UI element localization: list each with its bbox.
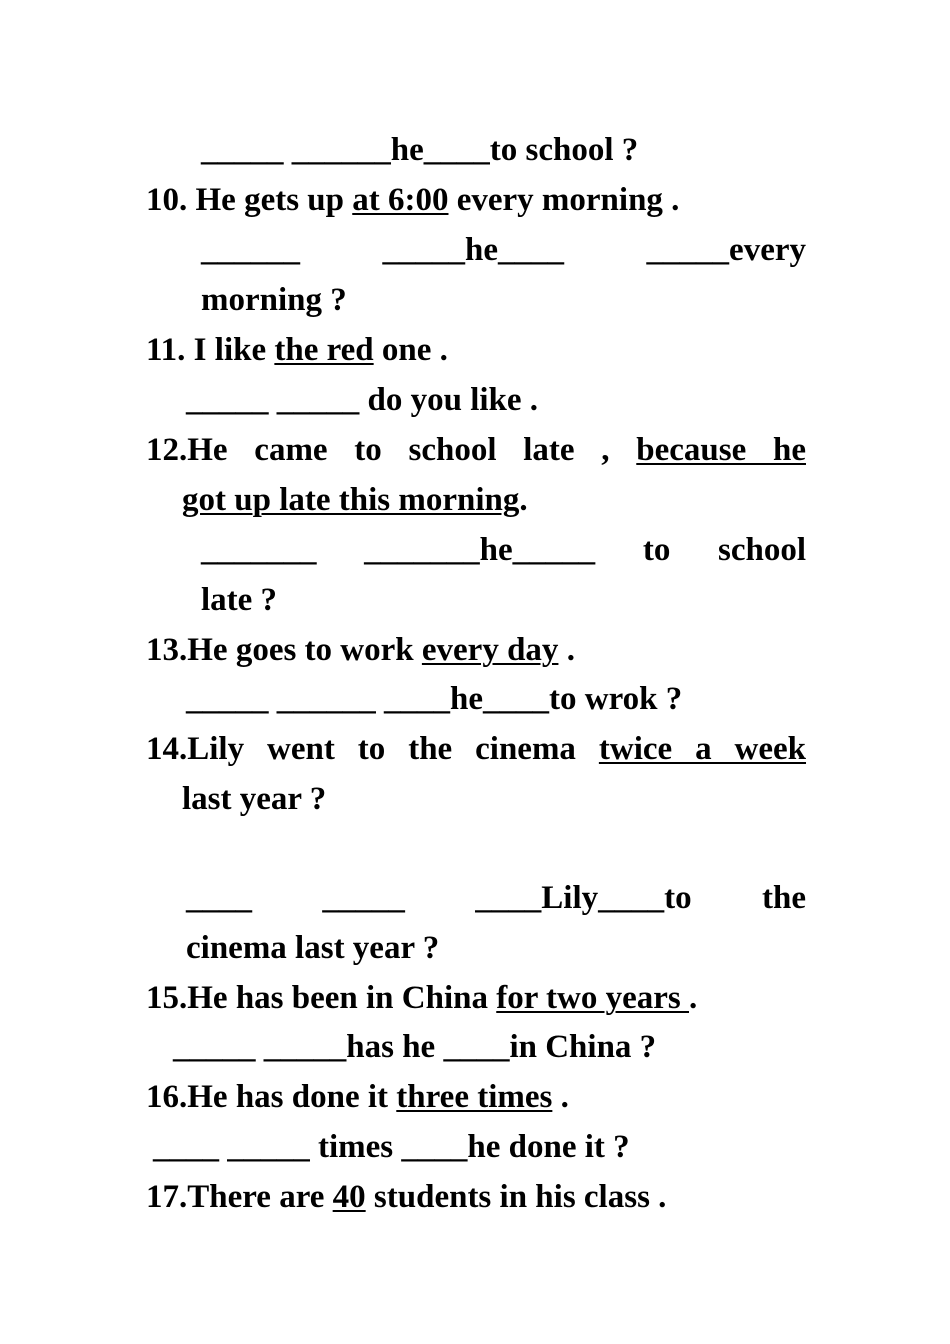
line-text: morning ? <box>201 282 347 318</box>
line-text: . <box>689 980 698 1016</box>
line-l18 <box>173 1025 656 1069</box>
line-text: . <box>552 1079 569 1115</box>
line-text: 15.He has been in China <box>146 980 497 1016</box>
line-l21 <box>146 1175 666 1219</box>
line-l17 <box>146 976 697 1020</box>
line-l16 <box>186 926 439 970</box>
line-text: . <box>558 632 575 668</box>
underlined-answer: got up late this morning <box>182 482 520 518</box>
line-text: ____ _____ ____Lily____to the <box>186 880 806 916</box>
line-l15 <box>186 876 806 920</box>
line-text: every morning . <box>448 182 680 218</box>
line-text: ______ _____he____ _____every <box>201 232 806 268</box>
line-l2 <box>146 178 679 222</box>
line-text: late ? <box>201 582 278 618</box>
line-l19 <box>146 1075 569 1119</box>
line-l12 <box>186 677 682 721</box>
line-text: _____ ______he____to school ? <box>201 132 639 168</box>
line-text: _____ _____ do you like . <box>186 382 539 418</box>
line-text: . <box>519 482 528 518</box>
line-text: 14.Lily went to the cinema <box>146 731 599 767</box>
underlined-answer: three times <box>396 1079 553 1115</box>
line-text: 13.He goes to work <box>146 632 422 668</box>
line-l9 <box>201 528 806 572</box>
line-text: 10. He gets up <box>146 182 353 218</box>
line-text: _____ ______ ____he____to wrok ? <box>186 681 683 717</box>
line-l1 <box>201 128 638 172</box>
underlined-answer: twice a week <box>598 731 807 767</box>
line-l14 <box>182 777 326 821</box>
line-l13 <box>146 727 806 771</box>
line-l3 <box>201 228 806 272</box>
underlined-answer: at 6:00 <box>352 182 449 218</box>
line-text: 12.He came to school late , <box>146 432 637 468</box>
line-text: _____ _____has he ____in China ? <box>173 1029 657 1065</box>
line-l7 <box>146 428 806 472</box>
line-text: 11. I like <box>146 332 275 368</box>
underlined-answer: because he <box>636 432 806 468</box>
line-text: students in his class . <box>365 1179 667 1215</box>
line-text: last year ? <box>182 781 327 817</box>
line-text: 16.He has done it <box>146 1079 397 1115</box>
line-l8 <box>182 478 528 522</box>
line-text: ____ _____ times ____he done it ? <box>153 1129 630 1165</box>
underlined-answer: 40 <box>332 1179 366 1215</box>
line-l10 <box>201 578 277 622</box>
underlined-answer: every day <box>421 632 559 668</box>
line-l20 <box>153 1125 630 1169</box>
line-l4 <box>201 278 347 322</box>
line-text: 17.There are <box>146 1179 333 1215</box>
underlined-answer: for two years <box>496 980 689 1016</box>
line-text: one . <box>373 332 448 368</box>
line-text: cinema last year ? <box>186 930 440 966</box>
line-text: _______ _______he_____ to school <box>201 532 806 568</box>
underlined-answer: the red <box>274 332 374 368</box>
line-l6 <box>186 378 538 422</box>
line-l11 <box>146 628 575 672</box>
line-l5 <box>146 328 448 372</box>
